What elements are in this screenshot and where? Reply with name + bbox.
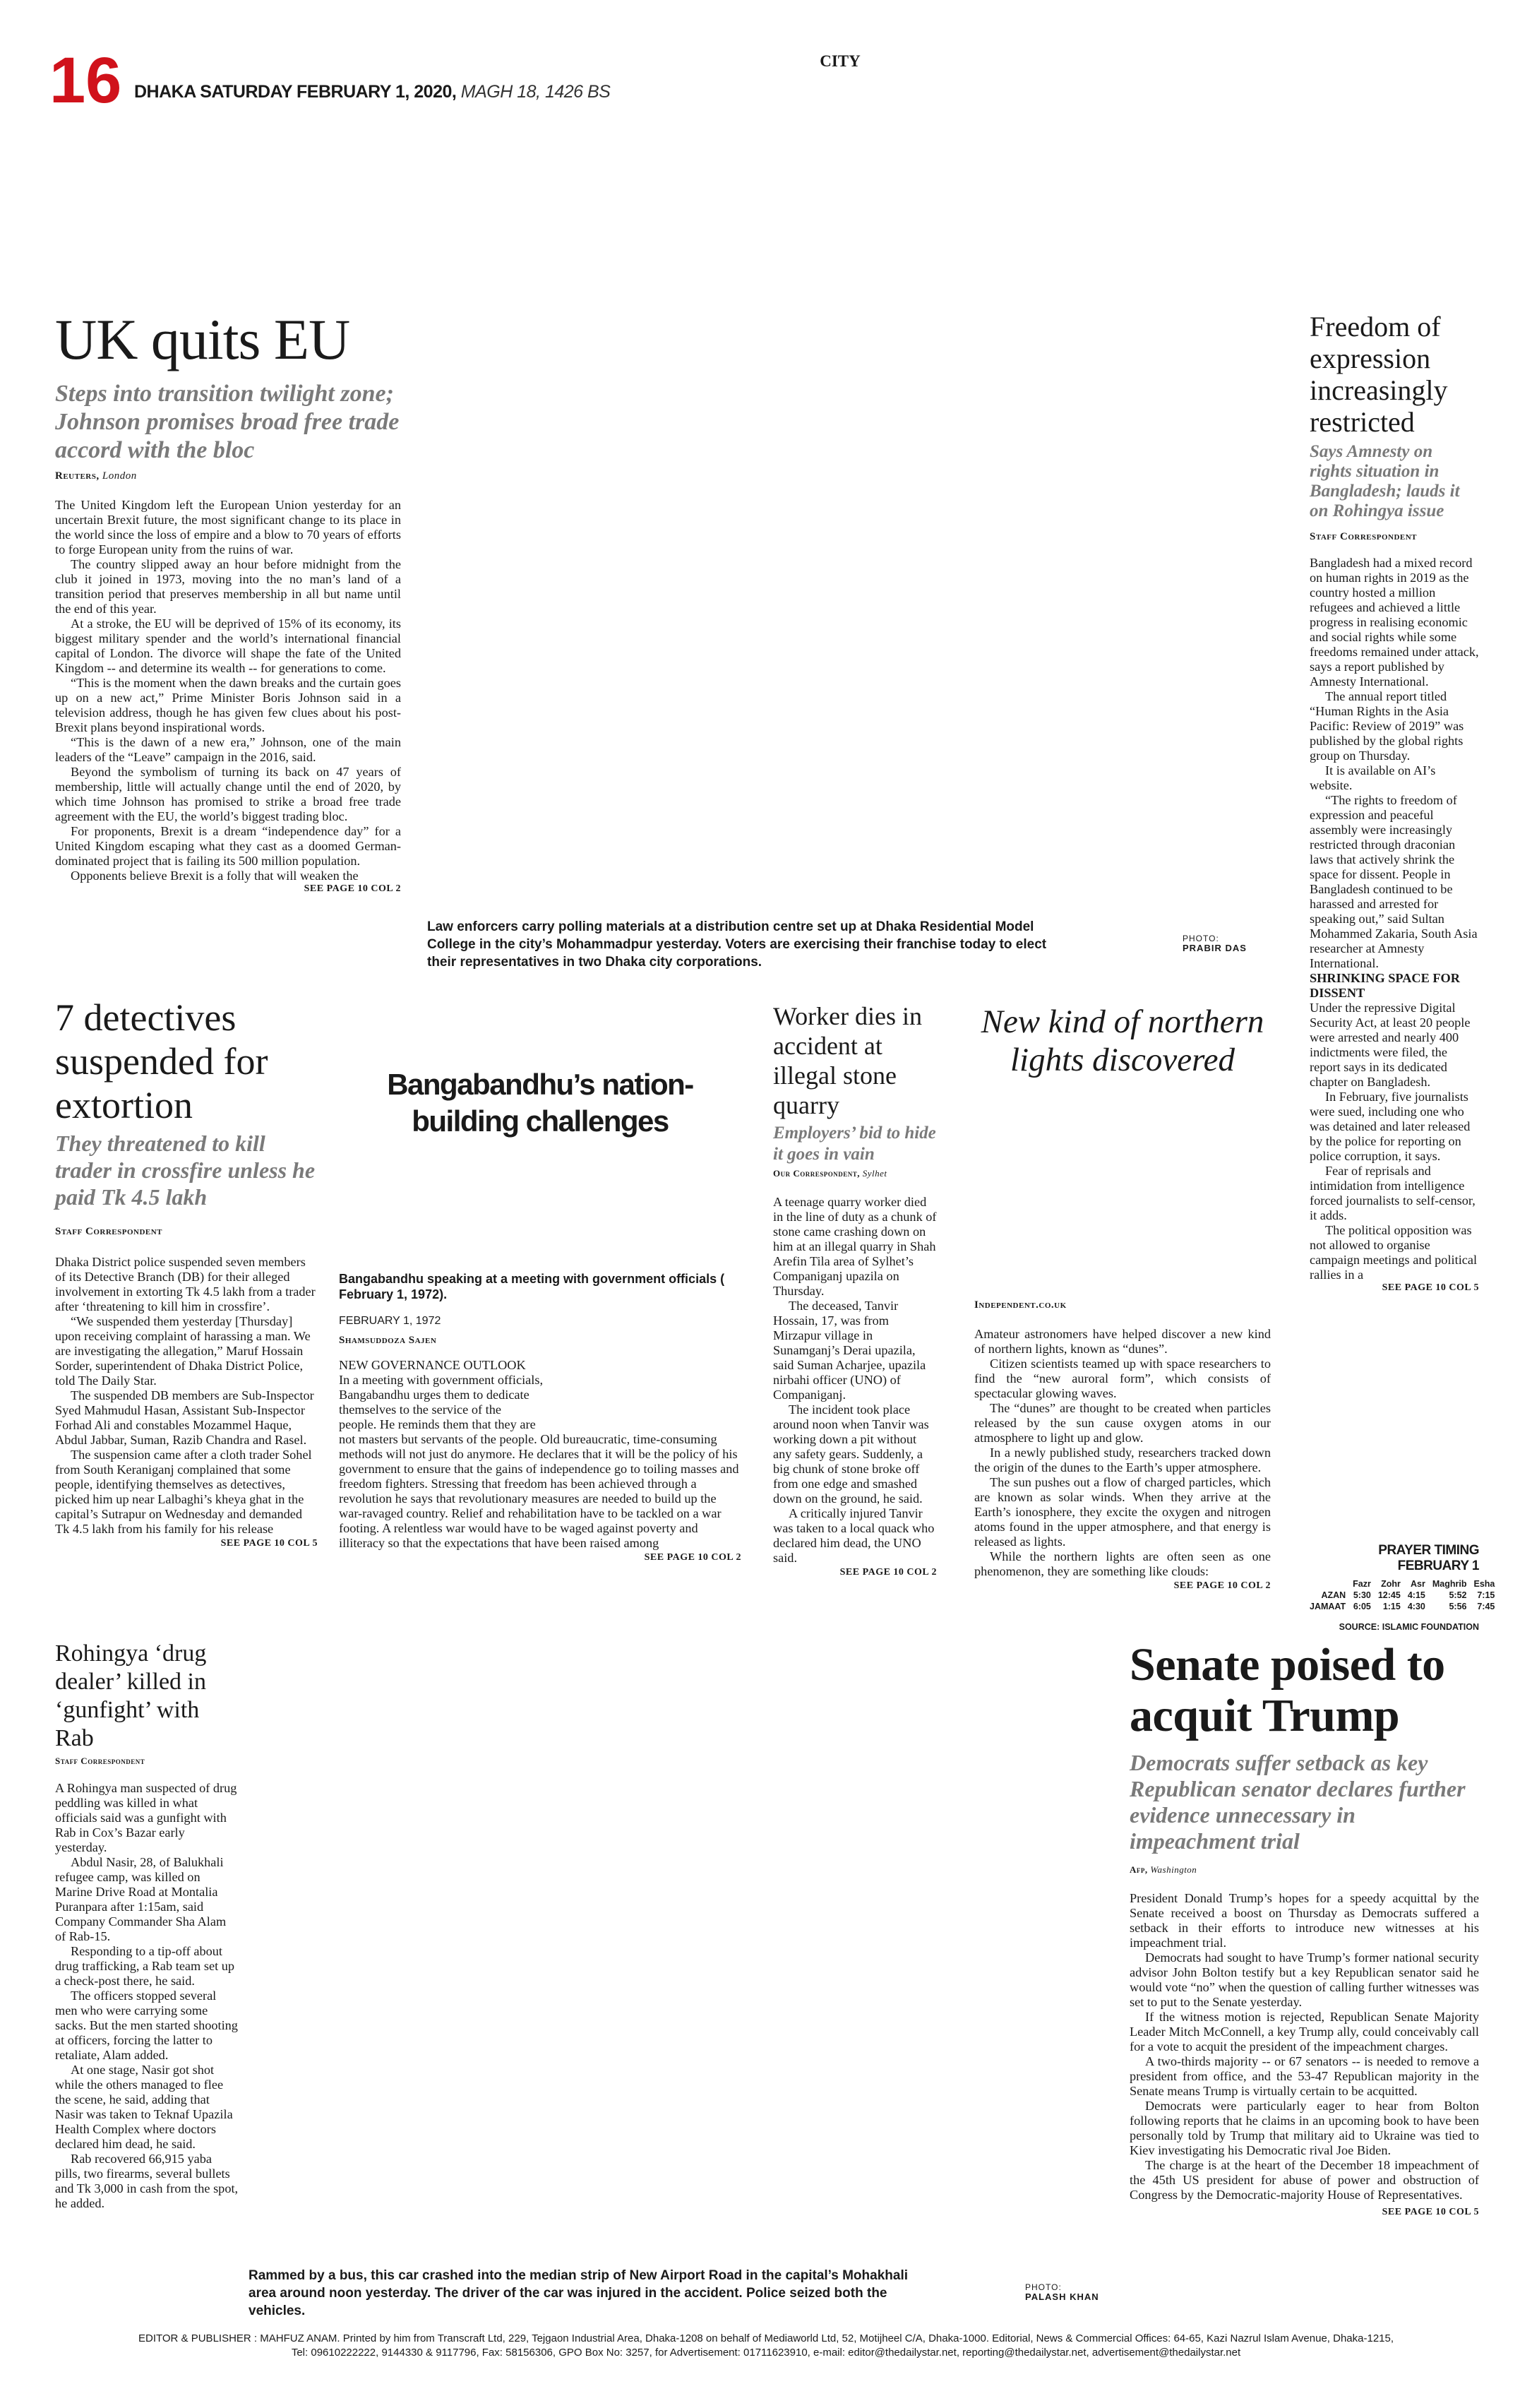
uk-paragraph: The United Kingdom left the European Union yesterday for an uncertain Brexit future, the most significant change to its place in the world since the loss of empire and a blow to 70 years of efforts to forge European unity from the ruins of war. bbox=[55, 498, 401, 557]
bottom-photo-label: PHOTO: bbox=[1025, 2282, 1062, 2292]
bangabandhu-article bbox=[339, 1271, 741, 1563]
freedom-paragraph: In February, five journalists were sued, including one who was detained and later released by the police for reporting on police corruption, it says. bbox=[1310, 1090, 1471, 1163]
detectives-see-page: SEE PAGE 10 COL 5 bbox=[220, 1538, 318, 1549]
top-photo-credit bbox=[1183, 934, 1247, 953]
prayer-header: Zohr bbox=[1381, 1579, 1401, 1589]
prayer-time: 7:45 bbox=[1477, 1602, 1495, 1611]
prayer-time: 5:30 bbox=[1353, 1590, 1371, 1600]
senate-byline-agency: Afp, bbox=[1130, 1864, 1148, 1875]
worker-byline-dateline: Sylhet bbox=[862, 1168, 887, 1179]
senate-byline bbox=[1130, 1864, 1479, 1876]
bangabandhu-date: FEBRUARY 1, 1972 bbox=[339, 1315, 441, 1327]
prayer-time: 5:56 bbox=[1449, 1602, 1467, 1611]
rohingya-article bbox=[55, 1640, 239, 2211]
date-text: DHAKA SATURDAY FEBRUARY 1, 2020, bbox=[134, 82, 457, 102]
prayer-timing-box bbox=[1306, 1543, 1495, 1632]
uk-headline: UK quits EU bbox=[55, 307, 350, 371]
freedom-body bbox=[1310, 556, 1479, 1282]
prayer-time: 4:30 bbox=[1407, 1602, 1425, 1611]
bangabandhu-body bbox=[339, 1358, 741, 1551]
worker-article bbox=[773, 1001, 937, 1578]
senate-deck: Democrats suffer setback as key Republican senator declares further evidence unnecessary in impeachment trial bbox=[1130, 1750, 1466, 1854]
northern-paragraph: While the northern lights are often seen as one phenomenon, they are something like clouds: bbox=[974, 1549, 1271, 1578]
rohingya-paragraph: Abdul Nasir, 28, of Balukhali refugee camp, was killed on Marine Drive Road at Montalia Puranpara after 1:15am, said Company Commander Sha Alam of Rab-15. bbox=[55, 1855, 227, 1943]
bottom-photo-credit bbox=[1025, 2282, 1099, 2302]
uk-byline-agency: Reuters, bbox=[55, 470, 100, 482]
prayer-row bbox=[1306, 1590, 1498, 1601]
uk-see-page: SEE PAGE 10 COL 2 bbox=[304, 883, 401, 895]
northern-paragraph: In a newly published study, researchers tracked down the origin of the dunes to the Earth’s upper atmosphere. bbox=[974, 1446, 1271, 1474]
footer bbox=[56, 2332, 1476, 2360]
prayer-row bbox=[1306, 1601, 1498, 1612]
uk-deck: Steps into transition twilight zone; Johnson promises broad free trade accord with the bloc bbox=[55, 381, 400, 464]
uk-byline-dateline: London bbox=[102, 470, 137, 482]
senate-paragraph: President Donald Trump’s hopes for a speedy acquittal by the Senate received a boost on Thursday as Democrats suffered a setback in their efforts to introduce new witnesses at his impeachment trial. bbox=[1130, 1891, 1479, 1950]
worker-headline: Worker dies in accident at illegal stone quarry bbox=[773, 1002, 923, 1119]
prayer-table bbox=[1306, 1578, 1498, 1612]
worker-paragraph: A critically injured Tanvir was taken to a local quack who declared him dead, the UNO said. bbox=[773, 1506, 935, 1565]
detectives-paragraph: “We suspended them yesterday [Thursday] upon receiving complaint of harassing a man. We are investigating the allegation,” Maruf Hossain Sorder, superintendent of Dhaka District Police, told The Daily Star. bbox=[55, 1314, 311, 1388]
worker-body bbox=[773, 1195, 937, 1566]
detectives-paragraph: Dhaka District police suspended seven members of its Detective Branch (DB) for their alleged involvement in extorting Tk 4.5 lakh from a trader after ‘threatening to kill him in crossfire’. bbox=[55, 1255, 316, 1313]
northern-paragraph: The sun pushes out a flow of charged particles, which are known as solar winds. When they arrive at the Earth’s ionosphere, they excite the oxygen and nitrogen atoms found in the upper atmosphere, and that energy is released as lights. bbox=[974, 1475, 1271, 1549]
freedom-paragraph: Fear of reprisals and intimidation from intelligence forced journalists to self-censor, it adds. bbox=[1310, 1164, 1476, 1222]
freedom-paragraph: Bangladesh had a mixed record on human rights in 2019 as the country hosted a million refugees and achieved a little progress in realising economic and social rights while some freedoms remained under attack, says a report published by Amnesty International. bbox=[1310, 556, 1479, 689]
rohingya-headline: Rohingya ‘drug dealer’ killed in ‘gunfight’ with Rab bbox=[55, 1640, 207, 1751]
freedom-paragraph: “The rights to freedom of expression and peaceful assembly were increasingly restricted through draconian laws that actively shrink the space for dissent. People in Bangladesh continued to be harassed and arrested for speaking out,” said Sultan Mohammed Zakaria, South Asia researcher at Amnesty International. bbox=[1310, 793, 1478, 970]
bangabandhu-line: In a meeting with government officials, bbox=[339, 1373, 544, 1387]
prayer-time: 4:15 bbox=[1407, 1590, 1425, 1600]
prayer-header: Maghrib bbox=[1432, 1579, 1467, 1589]
detectives-deck: They threatened to kill trader in crossfire unless he paid Tk 4.5 lakh bbox=[55, 1131, 316, 1210]
uk-article bbox=[55, 309, 401, 895]
worker-byline bbox=[773, 1168, 937, 1179]
senate-body bbox=[1130, 1891, 1479, 2203]
senate-headline: Senate poised to acquit Trump bbox=[1130, 1639, 1445, 1741]
uk-paragraph: Opponents believe Brexit is a folly that will weaken the bbox=[71, 869, 359, 883]
bottom-photo-photographer: PALASH KHAN bbox=[1025, 2291, 1099, 2302]
prayer-row-label: JAMAAT bbox=[1310, 1602, 1346, 1611]
northern-paragraph: Citizen scientists teamed up with space researchers to find the “new auroral form”, which consists of spectacular glowing waves. bbox=[974, 1357, 1271, 1400]
date-bangla: MAGH 18, 1426 BS bbox=[460, 82, 611, 102]
prayer-title: PRAYER TIMING FEBRUARY 1 bbox=[1378, 1543, 1479, 1573]
worker-see-page: SEE PAGE 10 COL 2 bbox=[839, 1567, 937, 1578]
bangabandhu-caption: Bangabandhu speaking at a meeting with government officials ( February 1, 1972). bbox=[339, 1272, 725, 1301]
prayer-header-row bbox=[1306, 1578, 1498, 1590]
freedom-paragraph: The annual report titled “Human Rights in the Asia Pacific: Review of 2019” was published by the global rights group on Thursday. bbox=[1310, 689, 1464, 763]
bangabandhu-title: Bangabandhu’s nation-building challenges bbox=[387, 1068, 693, 1138]
senate-paragraph: Democrats had sought to have Trump’s former national security advisor John Bolton testify but a key Republican senator said he would vote “no” when the question of calling further witnesses was set to put to the Senate yesterday. bbox=[1130, 1950, 1479, 2009]
prayer-time: 6:05 bbox=[1353, 1602, 1371, 1611]
prayer-header: Asr bbox=[1411, 1579, 1425, 1589]
detectives-headline: 7 detectives suspended for extortion bbox=[55, 996, 268, 1126]
bangabandhu-paragraph: not masters but servants of the people. Old bureaucratic, time-consuming methods will not just do anymore. He declares that it will be the policy of his government to ensure that the gains of independence go to toiling masses and freedom fighters. Stressing that freedom has been achieved through a revolution he says that revolutionary measures are needed to build up the war-ravaged country. Relief and rehabilitation have to be tackled on a war footing. A relentless war would have to be waged against poverty and illiteracy so that the expectations that have been raised among bbox=[339, 1432, 739, 1550]
northern-article bbox=[974, 1299, 1271, 1592]
worker-paragraph: The incident took place around noon when Tanvir was working down a pit without any safety gears. Suddenly, a big chunk of stone broke off from one edge and smashed down on the ground, he said. bbox=[773, 1402, 929, 1506]
prayer-time: 12:45 bbox=[1377, 1590, 1401, 1600]
uk-paragraph: For proponents, Brexit is a dream “independence day” for a United Kingdom escaping what they cast as a doomed German-dominated project that is failing its 500 million population. bbox=[55, 824, 401, 869]
uk-byline bbox=[55, 470, 401, 482]
freedom-subhead: SHRINKING SPACE FOR DISSENT bbox=[1310, 971, 1460, 1000]
freedom-deck: Says Amnesty on rights situation in Bangladesh; lauds it on Rohingya issue bbox=[1310, 442, 1460, 520]
detectives-body bbox=[55, 1255, 318, 1537]
uk-paragraph: “This is the dawn of a new era,” Johnson, one of the main leaders of the “Leave” campaign in the 2016, said. bbox=[55, 735, 401, 765]
northern-paragraph: Amateur astronomers have helped discover a new kind of northern lights, known as “dunes”. bbox=[974, 1327, 1271, 1356]
top-photo-label: PHOTO: bbox=[1183, 934, 1219, 943]
freedom-see-page: SEE PAGE 10 COL 5 bbox=[1382, 1282, 1479, 1293]
freedom-headline: Freedom of expression increasingly restricted bbox=[1310, 311, 1448, 438]
page-number: 16 bbox=[49, 44, 122, 117]
senate-paragraph: The charge is at the heart of the December 18 impeachment of the 45th US president for abuse of power and obstruction of Congress by the Democratic-majority House of Representatives. bbox=[1130, 2158, 1479, 2202]
northern-paragraph: The “dunes” are thought to be created when particles released by the sun cause oxygen atoms in our atmosphere to light up and glow. bbox=[974, 1401, 1271, 1445]
prayer-time: 1:15 bbox=[1382, 1602, 1401, 1611]
prayer-time: 7:15 bbox=[1477, 1590, 1495, 1600]
senate-paragraph: Democrats were particularly eager to hear from Bolton following reports that he claims in an upcoming book to have been personally told by Trump that military aid to Ukraine was tied to Kiev investigating his Democratic rival Joe Biden. bbox=[1130, 2099, 1479, 2157]
worker-paragraph: A teenage quarry worker died in the line of duty as a chunk of stone came crashing down on him at an illegal quarry in Shah Arefin Tila area of Sylhet’s Companiganj upazila on Thursday. bbox=[773, 1195, 937, 1298]
senate-see-page: SEE PAGE 10 COL 5 bbox=[1382, 2207, 1479, 2217]
uk-paragraph: The country slipped away an hour before midnight from the club it joined in 1973, moving into the no man’s land of a transition period that preserves membership in all but name until the end of this year. bbox=[55, 557, 401, 616]
bangabandhu-subhead: NEW GOVERNANCE OUTLOOK bbox=[339, 1358, 526, 1372]
northern-body bbox=[974, 1327, 1271, 1579]
senate-paragraph: If the witness motion is rejected, Republican Senate Majority Leader Mitch McConnell, a key Trump ally, could conceivably call for a vote to acquit the president of the impeachment charges. bbox=[1130, 2010, 1479, 2054]
bangabandhu-see-page: SEE PAGE 10 COL 2 bbox=[644, 1552, 741, 1563]
prayer-header: Esha bbox=[1473, 1579, 1495, 1589]
footer-line: EDITOR & PUBLISHER : MAHFUZ ANAM. Printed by him from Transcraft Ltd, 229, Tejgaon Industrial Area, Dhaka-1208 on behalf of Mediaworld Ltd, 52, Motijheel C/A, Dhaka-1000. Editorial, News & Commercial Offices: 64-65, Kazi Nazrul Islam Avenue, Dhaka-1215, bbox=[138, 2332, 1394, 2344]
senate-article bbox=[1130, 1640, 1479, 2218]
rohingya-paragraph: The officers stopped several men who were carrying some sacks. But the men started shooting at officers, forcing the latter to retaliate, Alam added. bbox=[55, 1989, 238, 2062]
bangabandhu-byline: Shamsuddoza Sajen bbox=[339, 1335, 437, 1346]
bangabandhu-line: themselves to the service of the bbox=[339, 1402, 501, 1417]
uk-paragraph: “This is the moment when the dawn breaks and the curtain goes up on a new act,” Prime Minister Boris Johnson said in a television address, though he has given few clues about his post-Brexit plans beyond inspirational words. bbox=[55, 676, 401, 735]
detectives-article bbox=[55, 996, 318, 1549]
bangabandhu-line: people. He reminds them that they are bbox=[339, 1417, 536, 1431]
worker-deck: Employers’ bid to hide it goes in vain bbox=[773, 1123, 936, 1164]
northern-headline: New kind of northern lights discovered bbox=[981, 1003, 1264, 1078]
prayer-source: SOURCE: ISLAMIC FOUNDATION bbox=[1339, 1622, 1479, 1632]
rohingya-paragraph: A Rohingya man suspected of drug peddling was killed in what officials said was a gunfight with Rab in Cox’s Bazar early yesterday. bbox=[55, 1781, 237, 1854]
top-photo-photographer: PRABIR DAS bbox=[1183, 943, 1247, 953]
bottom-photo-caption: Rammed by a bus, this car crashed into the median strip of New Airport Road in the capital’s Mohakhali area around noon yesterday. The driver of the car was injured in the accident. Police seized both the vehicles. bbox=[249, 2268, 908, 2318]
uk-body bbox=[55, 498, 401, 883]
senate-paragraph: A two-thirds majority -- or 67 senators -- is needed to remove a president from office, and the 53-47 Republican majority in the Senate means Trump is virtually certain to be acquitted. bbox=[1130, 2054, 1479, 2098]
freedom-paragraph: It is available on AI’s website. bbox=[1310, 763, 1436, 792]
freedom-paragraph: The political opposition was not allowed to organise campaign meetings and political rallies in a bbox=[1310, 1223, 1478, 1282]
rohingya-paragraph: Responding to a tip-off about drug trafficking, a Rab team set up a check-post there, he said. bbox=[55, 1944, 235, 1988]
rohingya-body bbox=[55, 1781, 239, 2211]
prayer-header: Fazr bbox=[1353, 1579, 1371, 1589]
detectives-byline: Staff Correspondent bbox=[55, 1226, 163, 1237]
freedom-article bbox=[1310, 311, 1479, 1294]
senate-byline-dateline: Washington bbox=[1150, 1864, 1197, 1875]
worker-paragraph: The deceased, Tanvir Hossain, 17, was from Mirzapur village in Sunamganj’s Derai upazila, said Suman Acharjee, upazila nirbahi officer (UNO) of Companiganj. bbox=[773, 1299, 926, 1402]
dateline bbox=[134, 82, 610, 102]
northern-see-page: SEE PAGE 10 COL 2 bbox=[1173, 1580, 1271, 1591]
northern-byline: Independent.co.uk bbox=[974, 1299, 1067, 1311]
freedom-paragraph: Under the repressive Digital Security Act, at least 20 people were arrested and nearly 400 indictments were filed, the report says in its dedicated chapter on Bangladesh. bbox=[1310, 1001, 1471, 1089]
prayer-time: 5:52 bbox=[1449, 1590, 1467, 1600]
rohingya-paragraph: At one stage, Nasir got shot while the others managed to flee the scene, he said, adding that Nasir was taken to Teknaf Upazila Health Complex where doctors declared him dead, he said. bbox=[55, 2063, 233, 2151]
uk-paragraph: Beyond the symbolism of turning its back on 47 years of membership, little will actually change until the end of 2020, by which time Johnson has promised to strike a broad free trade agreement with the EU, the world’s biggest trading bloc. bbox=[55, 765, 401, 824]
freedom-byline: Staff Correspondent bbox=[1310, 531, 1418, 542]
footer-line: Tel: 09610222222, 9144330 & 9117796, Fax: 58156306, GPO Box No: 3257, for Advertisement: 01711623910, e-mail: editor@thedailystar.net, reporting@thedailystar.net, advertisement@thedailystar.net bbox=[291, 2347, 1241, 2359]
detectives-paragraph: The suspended DB members are Sub-Inspector Syed Mahmudul Hasan, Assistant Sub-Inspector Forhad Ali and constables Mozammel Haque, Abdul Jabbar, Suman, Razib Chandra and Rasel. bbox=[55, 1388, 314, 1447]
top-photo-caption: Law enforcers carry polling materials at a distribution centre set up at Dhaka Residential Model College in the city’s Mohammadpur yesterday. Voters are exercising their franchise today to elect their representatives in two Dhaka city corporations. bbox=[427, 919, 1047, 970]
section-label: CITY bbox=[820, 52, 861, 70]
worker-byline-name: Our Correspondent, bbox=[773, 1168, 861, 1179]
prayer-row-label: AZAN bbox=[1321, 1590, 1346, 1600]
bangabandhu-line: Bangabandhu urges them to dedicate bbox=[339, 1388, 529, 1402]
uk-paragraph: At a stroke, the EU will be deprived of 15% of its economy, its biggest military spender and the world’s international financial capital of London. The divorce will shape the fate of the United Kingdom -- and determine its wealth -- for generations to come. bbox=[55, 616, 401, 676]
rohingya-byline: Staff Correspondent bbox=[55, 1756, 145, 1766]
detectives-paragraph: The suspension came after a cloth trader Sohel from South Keraniganj complained that some people, identifying themselves as detectives, picked him up near Lalbaghi’s kheya ghat in the capital’s Sutrapur on Wednesday and demanded Tk 4.5 lakh from his family for his release bbox=[55, 1448, 312, 1536]
rohingya-paragraph: Rab recovered 66,915 yaba pills, two firearms, several bullets and Tk 3,000 in cash from the spot, he added. bbox=[55, 2152, 239, 2210]
